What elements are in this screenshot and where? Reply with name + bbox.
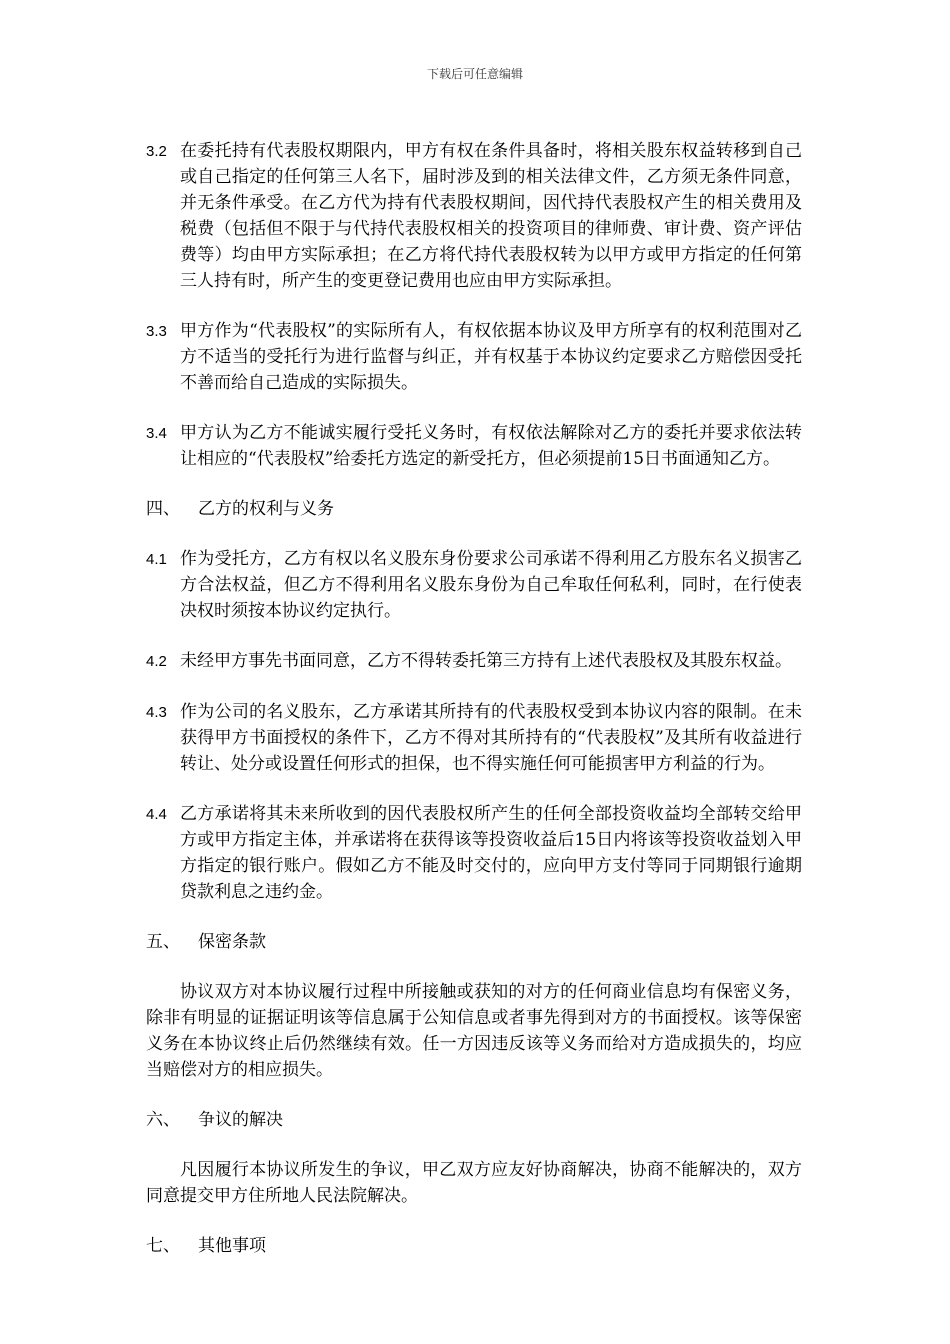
section-number: 七、 [146, 1236, 180, 1256]
clause-text: 甲方认为乙方不能诚实履行受托义务时，有权依法解除对乙方的委托并要求依法转让相应的“代表股权”给委托方选定的新受托方，但必须提前15日书面通知乙方。 [180, 423, 802, 469]
clause-4-3 [146, 699, 802, 777]
clause-3-2 [146, 138, 802, 294]
dispute-resolution-paragraph: 凡因履行本协议所发生的争议，甲乙双方应友好协商解决，协商不能解决的，双方同意提交甲方住所地人民法院解决。 [146, 1160, 802, 1206]
clause-3-3 [146, 318, 802, 396]
section-title: 乙方的权利与义务 [198, 499, 334, 519]
clause-number: 4.4 [146, 806, 167, 823]
clause-number: 4.1 [146, 551, 167, 568]
clause-number: 3.2 [146, 143, 167, 160]
header-note: 下载后可任意编辑 [426, 67, 523, 81]
confidentiality-paragraph: 协议双方对本协议履行过程中所接触或获知的对方的任何商业信息均有保密义务，除非有明显的证据证明该等信息属于公知信息或者事先得到对方的书面授权。该等保密义务在本协议终止后仍然继续有效。任一方因违反该等义务而给对方造成损失的，均应当赔偿对方的相应损失。 [146, 982, 802, 1080]
clause-number: 4.2 [146, 653, 167, 670]
section-number: 四、 [146, 499, 180, 519]
clause-number: 3.3 [146, 323, 167, 340]
section-heading-6 [146, 1107, 802, 1133]
clause-text: 未经甲方事先书面同意，乙方不得转委托第三方持有上述代表股权及其股东权益。 [180, 651, 792, 671]
clause-3-4 [146, 420, 802, 472]
clause-number: 4.3 [146, 704, 167, 721]
section-heading-5 [146, 929, 802, 955]
section-number: 五、 [146, 932, 180, 952]
section-heading-7 [146, 1233, 802, 1259]
clause-text: 甲方作为“代表股权”的实际所有人，有权依据本协议及甲方所享有的权利范围对乙方不适当的受托行为进行监督与纠正，并有权基于本协议约定要求乙方赔偿因受托不善而给自己造成的实际损失。 [180, 321, 802, 393]
clause-text: 作为公司的名义股东，乙方承诺其所持有的代表股权受到本协议内容的限制。在未获得甲方书面授权的条件下，乙方不得对其所持有的“代表股权”及其所有收益进行转让、处分或设置任何形式的担保，也不得实施任何可能损害甲方利益的行为。 [180, 702, 802, 774]
clause-4-1 [146, 546, 802, 624]
document-body [146, 138, 802, 1283]
section-number: 六、 [146, 1110, 180, 1130]
section-title: 其他事项 [198, 1236, 266, 1256]
clause-text: 在委托持有代表股权期限内，甲方有权在条件具备时，将相关股东权益转移到自己或自己指定的任何第三人名下，届时涉及到的相关法律文件，乙方须无条件同意，并无条件承受。在乙方代为持有代表股权期间，因代持代表股权产生的相关费用及税费（包括但不限于与代持代表股权相关的投资项目的律师费、审计费、资产评估费等）均由甲方实际承担；在乙方将代持代表股权转为以甲方或甲方指定的任何第三人持有时，所产生的变更登记费用也应由甲方实际承担。 [180, 141, 802, 291]
section-title: 保密条款 [198, 932, 266, 952]
clause-4-4 [146, 801, 802, 905]
clause-text: 乙方承诺将其未来所收到的因代表股权所产生的任何全部投资收益均全部转交给甲方或甲方指定主体，并承诺将在获得该等投资收益后15日内将该等投资收益划入甲方指定的银行账户。假如乙方不能及时交付的，应向甲方支付等同于同期银行逾期贷款利息之违约金。 [180, 804, 802, 902]
clause-number: 3.4 [146, 425, 167, 442]
clause-text: 作为受托方，乙方有权以名义股东身份要求公司承诺不得利用乙方股东名义损害乙方合法权益，但乙方不得利用名义股东身份为自己牟取任何私利，同时，在行使表决权时须按本协议约定执行。 [180, 549, 802, 621]
section-title: 争议的解决 [198, 1110, 283, 1130]
clause-4-2 [146, 648, 802, 675]
section-heading-4 [146, 496, 802, 522]
